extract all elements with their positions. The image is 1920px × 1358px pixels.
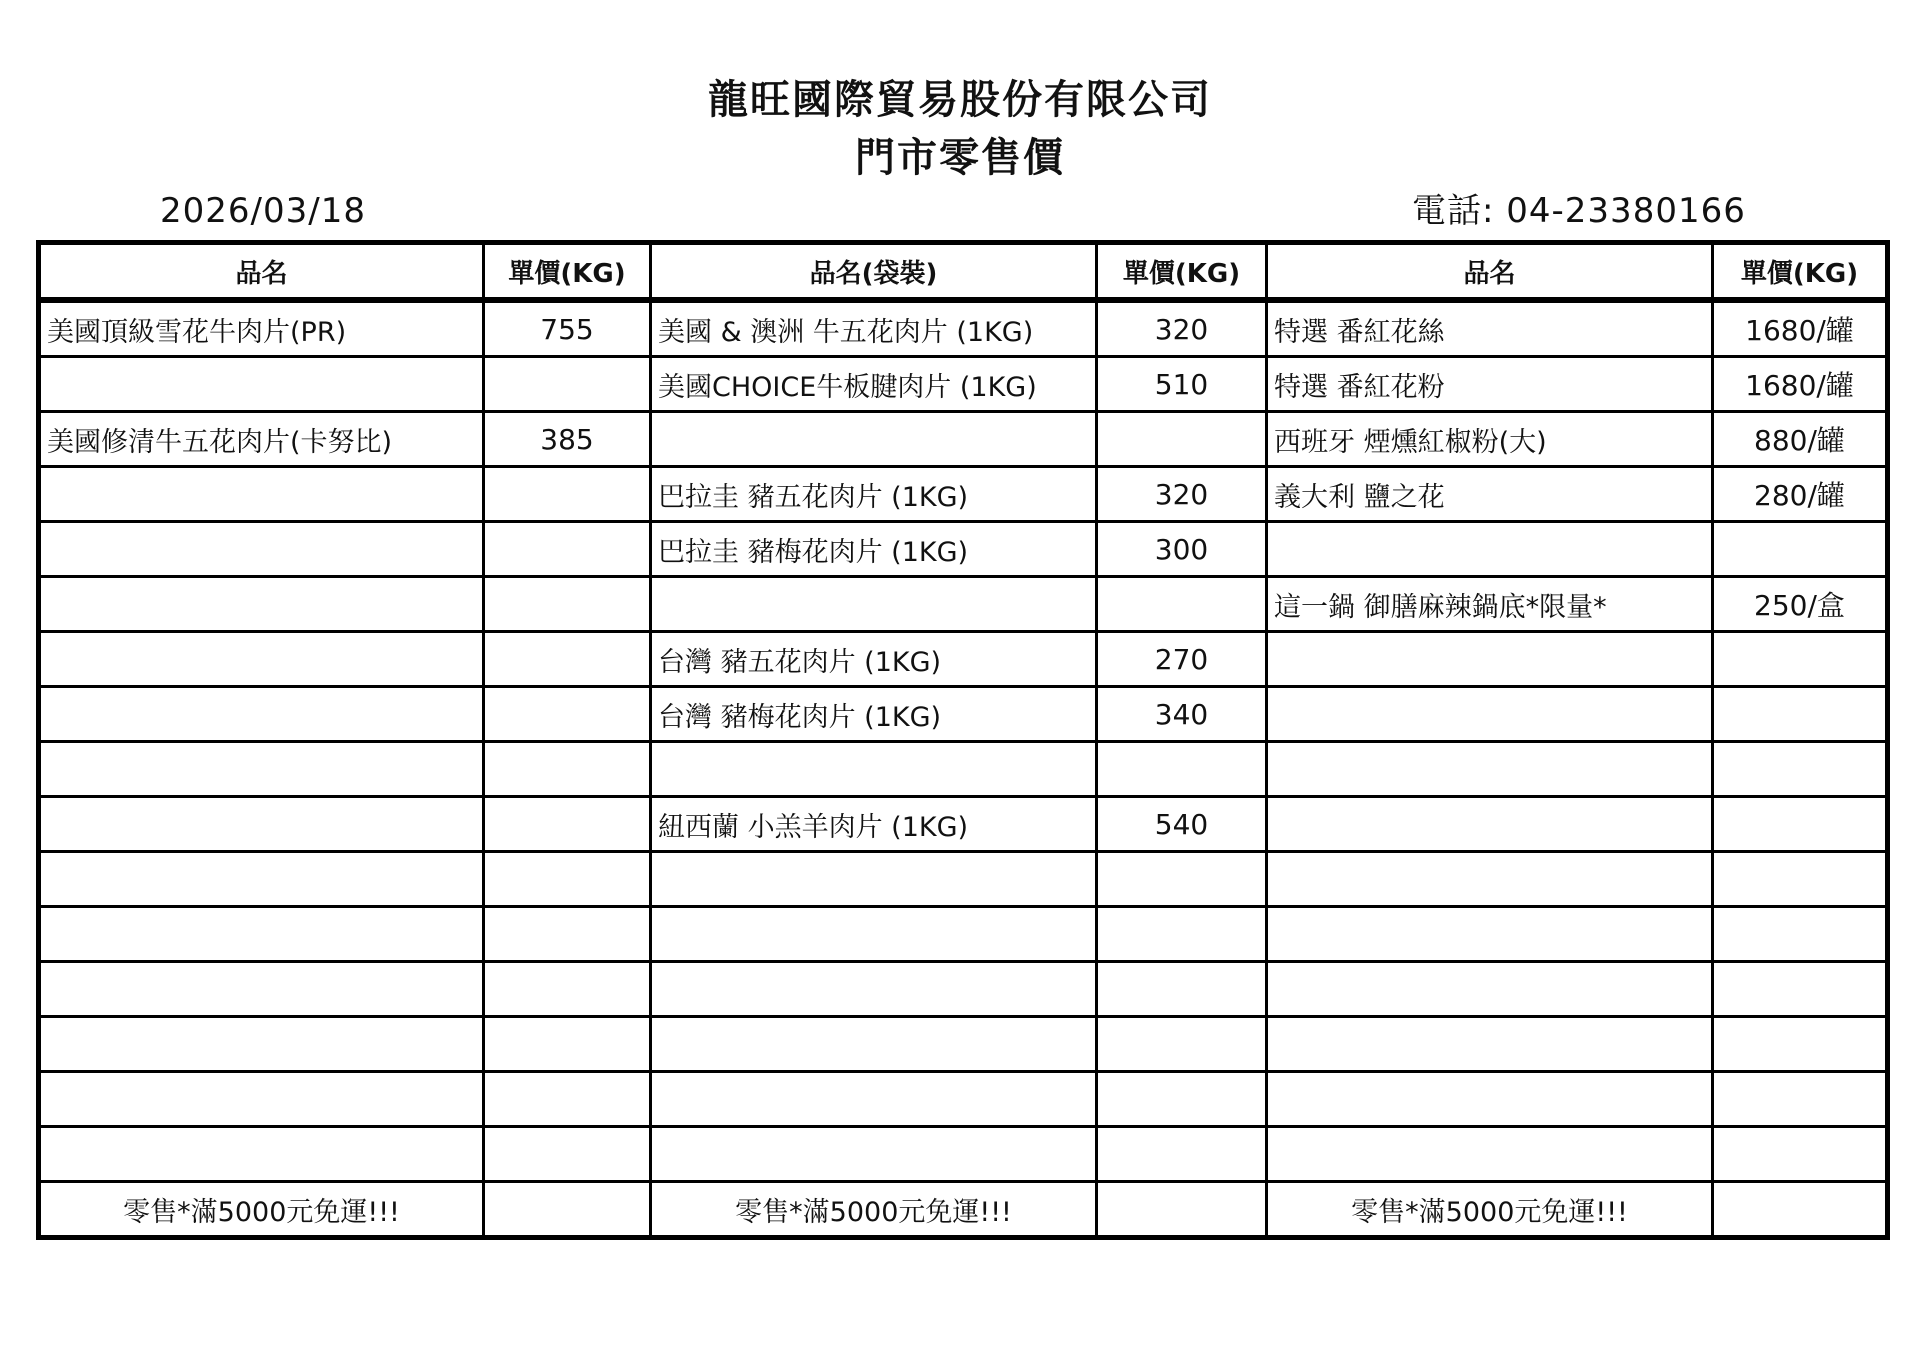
phone-number: 電話: 04-23380166 [1412,191,1746,231]
free-shipping-note: 零售*滿5000元免運!!! [1267,1182,1713,1238]
table-row [39,300,1888,357]
product-name-cell [39,1127,484,1182]
unit-price-cell: 1680/罐 [1713,300,1888,357]
product-name-cell [39,577,484,632]
unit-price-cell [484,357,651,412]
unit-price-cell [1713,907,1888,962]
product-name-cell: 台灣 豬梅花肉片 (1KG) [651,687,1097,742]
product-name-cell [39,852,484,907]
unit-price-cell: 755 [484,300,651,357]
product-name-cell [651,962,1097,1017]
product-name-cell [1267,522,1713,577]
product-name-cell: 義大利 鹽之花 [1267,467,1713,522]
unit-price-cell [1713,742,1888,797]
unit-price-cell: 1680/罐 [1713,357,1888,412]
table-header-row [39,243,1888,301]
product-name-cell [651,577,1097,632]
unit-price-cell [484,962,651,1017]
column-header-name: 品名 [1267,243,1713,301]
product-name-cell [651,1017,1097,1072]
column-header-price: 單價(KG) [1097,243,1267,301]
unit-price-cell [484,797,651,852]
unit-price-cell [1713,687,1888,742]
company-name: 龍旺國際貿易股份有限公司 [708,77,1212,123]
product-name-cell [39,1072,484,1127]
column-header-name: 品名 [39,243,484,301]
unit-price-cell: 250/盒 [1713,577,1888,632]
product-name-cell [1267,797,1713,852]
table-row [39,1072,1888,1127]
free-shipping-note: 零售*滿5000元免運!!! [651,1182,1097,1238]
unit-price-cell: 320 [1097,467,1267,522]
table-row [39,742,1888,797]
product-name-cell [39,962,484,1017]
product-name-cell [651,1072,1097,1127]
unit-price-cell: 540 [1097,797,1267,852]
unit-price-cell [1713,852,1888,907]
unit-price-cell: 320 [1097,300,1267,357]
product-name-cell [39,907,484,962]
product-name-cell: 西班牙 煙燻紅椒粉(大) [1267,412,1713,467]
unit-price-cell [1713,797,1888,852]
unit-price-cell [1713,522,1888,577]
unit-price-cell [1713,962,1888,1017]
table-row [39,907,1888,962]
unit-price-cell [1097,1072,1267,1127]
product-name-cell: 美國CHOICE牛板腱肉片 (1KG) [651,357,1097,412]
product-name-cell [1267,632,1713,687]
product-name-cell: 美國修清牛五花肉片(卡努比) [39,412,484,467]
table-row [39,412,1888,467]
unit-price-cell [1097,1017,1267,1072]
product-name-cell: 巴拉圭 豬梅花肉片 (1KG) [651,522,1097,577]
table-row [39,1127,1888,1182]
unit-price-cell [484,687,651,742]
unit-price-cell: 880/罐 [1713,412,1888,467]
product-name-cell [651,852,1097,907]
product-name-cell [39,467,484,522]
unit-price-cell: 270 [1097,632,1267,687]
unit-price-cell [484,1017,651,1072]
unit-price-cell [484,742,651,797]
empty-cell [484,1182,651,1238]
unit-price-cell [1713,1072,1888,1127]
product-name-cell [39,797,484,852]
table-row [39,687,1888,742]
product-name-cell [1267,742,1713,797]
footer-row [39,1182,1888,1238]
unit-price-cell [1097,412,1267,467]
table-row [39,577,1888,632]
unit-price-cell [484,632,651,687]
unit-price-cell: 300 [1097,522,1267,577]
unit-price-cell [484,1072,651,1127]
unit-price-cell [484,907,651,962]
unit-price-cell [1097,907,1267,962]
product-name-cell: 美國頂級雪花牛肉片(PR) [39,300,484,357]
product-name-cell [1267,1072,1713,1127]
page-title: 門市零售價 [855,135,1065,181]
unit-price-cell [1713,632,1888,687]
empty-cell [1097,1182,1267,1238]
unit-price-cell [484,577,651,632]
table-row [39,357,1888,412]
price-date: 2026/03/18 [160,191,366,231]
empty-cell [1713,1182,1888,1238]
unit-price-cell: 280/罐 [1713,467,1888,522]
unit-price-cell [1713,1017,1888,1072]
unit-price-cell [484,852,651,907]
table-row [39,962,1888,1017]
unit-price-cell [1097,852,1267,907]
product-name-cell [651,1127,1097,1182]
product-name-cell: 特選 番紅花粉 [1267,357,1713,412]
unit-price-cell [484,522,651,577]
product-name-cell [1267,852,1713,907]
product-name-cell: 美國 & 澳洲 牛五花肉片 (1KG) [651,300,1097,357]
table-row [39,1017,1888,1072]
product-name-cell [39,687,484,742]
table-row [39,797,1888,852]
product-name-cell [651,907,1097,962]
table-row [39,852,1888,907]
product-name-cell [39,632,484,687]
free-shipping-note: 零售*滿5000元免運!!! [39,1182,484,1238]
unit-price-cell [1097,962,1267,1017]
product-name-cell [39,357,484,412]
unit-price-cell [484,1127,651,1182]
product-name-cell [1267,907,1713,962]
product-name-cell [39,522,484,577]
unit-price-cell: 385 [484,412,651,467]
product-name-cell [39,1017,484,1072]
unit-price-cell: 510 [1097,357,1267,412]
unit-price-cell [1097,1127,1267,1182]
table-row [39,522,1888,577]
column-header-price: 單價(KG) [1713,243,1888,301]
product-name-cell: 特選 番紅花絲 [1267,300,1713,357]
product-name-cell [1267,1017,1713,1072]
column-header-name-bagged: 品名(袋裝) [651,243,1097,301]
unit-price-cell: 340 [1097,687,1267,742]
product-name-cell [1267,962,1713,1017]
product-name-cell [1267,687,1713,742]
product-name-cell: 巴拉圭 豬五花肉片 (1KG) [651,467,1097,522]
table-row [39,467,1888,522]
unit-price-cell [1097,577,1267,632]
unit-price-cell [1097,742,1267,797]
unit-price-cell [1713,1127,1888,1182]
product-name-cell [39,742,484,797]
product-name-cell: 台灣 豬五花肉片 (1KG) [651,632,1097,687]
product-name-cell: 這一鍋 御膳麻辣鍋底*限量* [1267,577,1713,632]
product-name-cell [651,412,1097,467]
column-header-price: 單價(KG) [484,243,651,301]
unit-price-cell [484,467,651,522]
product-name-cell [651,742,1097,797]
product-name-cell: 紐西蘭 小羔羊肉片 (1KG) [651,797,1097,852]
product-name-cell [1267,1127,1713,1182]
table-row [39,632,1888,687]
price-table [36,240,1890,1240]
